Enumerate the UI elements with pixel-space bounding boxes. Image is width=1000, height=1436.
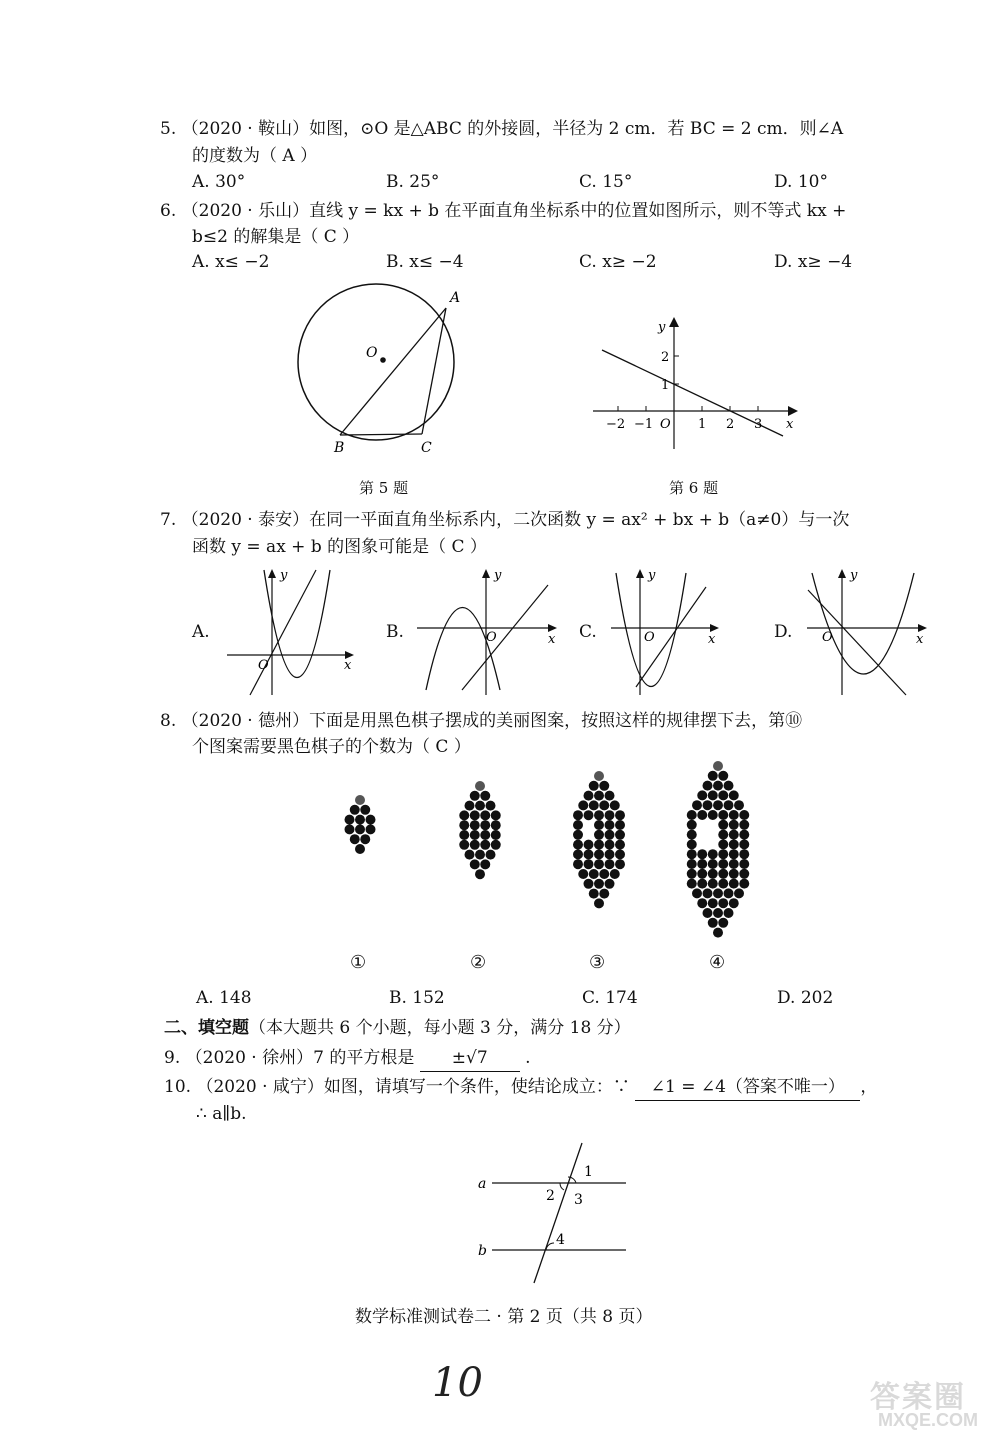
line-b-label: b	[478, 1243, 487, 1259]
q5-option-a: A. 30°	[192, 172, 246, 192]
bead	[589, 781, 599, 791]
q7a-x-label: x	[344, 658, 352, 673]
bead	[465, 801, 475, 811]
bead	[615, 820, 625, 830]
bead	[470, 820, 480, 830]
handwritten-page-number: 10	[432, 1360, 483, 1406]
bead	[610, 869, 620, 879]
pattern-label-2: ②	[470, 952, 487, 973]
bead	[692, 800, 702, 810]
q8-pattern-figures	[320, 752, 790, 952]
pattern-label-3: ③	[589, 952, 606, 973]
line-a-label: a	[478, 1176, 487, 1192]
bead	[599, 781, 609, 791]
bead	[475, 781, 485, 791]
q6-option-d: D. x≥ −4	[774, 252, 853, 272]
bead	[615, 859, 625, 869]
q7-line2: 函数 y = ax + b 的图象可能是（ C ）	[192, 537, 487, 557]
q7c-origin: O	[644, 630, 655, 645]
bead	[573, 820, 583, 830]
bead	[459, 810, 469, 820]
bead	[708, 790, 718, 800]
bead	[345, 815, 355, 825]
q6-option-c: C. x≥ −2	[579, 252, 657, 272]
angle-2-label: 2	[546, 1188, 555, 1204]
q9-suffix: .	[525, 1048, 531, 1068]
bead	[708, 849, 718, 859]
q7-option-d-label: D.	[774, 622, 793, 642]
q5-option-d: D. 10°	[774, 172, 828, 192]
bead	[708, 918, 718, 928]
bead	[687, 839, 697, 849]
q10-line2: ∴ a∥b.	[196, 1104, 247, 1124]
bead	[594, 859, 604, 869]
bead	[366, 824, 376, 834]
bead	[578, 800, 588, 810]
bead	[584, 879, 594, 889]
bead	[605, 859, 615, 869]
bead	[470, 810, 480, 820]
bead	[718, 898, 728, 908]
q10-answer: ∠1 = ∠4（答案不唯一）	[635, 1074, 860, 1101]
q7-option-a-label: A.	[192, 622, 210, 642]
q5-line1: 5. （2020 · 鞍山）如图，⊙O 是△ABC 的外接圆，半径为 2 cm．若 BC = 2 cm．则∠A	[160, 119, 844, 139]
bead	[703, 800, 713, 810]
bead	[729, 879, 739, 889]
bead	[724, 908, 734, 918]
bead	[355, 795, 365, 805]
bead	[605, 830, 615, 840]
bead	[355, 824, 365, 834]
bead	[594, 820, 604, 830]
axis-y-label: y	[658, 320, 666, 335]
bead	[708, 869, 718, 879]
bead	[366, 815, 376, 825]
q7-line1: 7. （2020 · 泰安）在同一平面直角坐标系内，二次函数 y = ax² + bx + b（a≠0）与一次	[160, 510, 850, 530]
bead	[491, 840, 501, 850]
bead	[734, 800, 744, 810]
q8-option-b: B. 152	[389, 988, 445, 1008]
bead	[739, 879, 749, 889]
bead	[729, 790, 739, 800]
bead	[713, 928, 723, 938]
bead	[594, 849, 604, 859]
bead	[697, 898, 707, 908]
tick-y-1: 1	[661, 378, 670, 393]
bead	[708, 898, 718, 908]
pattern-3	[573, 771, 625, 908]
figure-6-caption: 第 6 题	[669, 479, 719, 497]
bead	[584, 840, 594, 850]
q8-option-d: D. 202	[777, 988, 834, 1008]
bead	[470, 791, 480, 801]
bead	[480, 810, 490, 820]
bead	[739, 839, 749, 849]
tick-x-3: 3	[754, 417, 763, 432]
bead	[697, 849, 707, 859]
bead	[703, 781, 713, 791]
bead	[729, 869, 739, 879]
bead	[578, 869, 588, 879]
bead	[729, 898, 739, 908]
q7-graph-b	[412, 565, 562, 700]
bead	[724, 888, 734, 898]
bead	[573, 810, 583, 820]
bead	[605, 791, 615, 801]
pattern-label-1: ①	[350, 952, 367, 973]
q7d-origin: O	[822, 630, 833, 645]
bead	[589, 800, 599, 810]
bead	[615, 840, 625, 850]
bead	[739, 820, 749, 830]
bead	[573, 830, 583, 840]
bead	[470, 830, 480, 840]
pattern-label-4: ④	[709, 952, 726, 973]
tick-y-2: 2	[661, 350, 670, 365]
bead	[687, 859, 697, 869]
section-2-title: 二、填空题	[164, 1018, 249, 1038]
q5-option-b: B. 25°	[386, 172, 440, 192]
bead	[360, 834, 370, 844]
q6-line1: 6. （2020 · 乐山）直线 y = kx + b 在平面直角坐标系中的位置如图所示，则不等式 kx +	[160, 201, 847, 221]
bead	[697, 869, 707, 879]
q10-line1	[164, 1074, 877, 1101]
pattern-4	[687, 761, 750, 938]
bead	[594, 791, 604, 801]
q8-option-c: C. 174	[582, 988, 638, 1008]
bead	[610, 800, 620, 810]
bead	[703, 888, 713, 898]
bead	[718, 790, 728, 800]
bead	[718, 771, 728, 781]
bead	[739, 810, 749, 820]
q8-option-a: A. 148	[196, 988, 252, 1008]
bead	[713, 800, 723, 810]
bead	[739, 849, 749, 859]
q7a-origin: O	[258, 658, 269, 673]
bead	[594, 830, 604, 840]
q10-prompt: 10. （2020 · 咸宁）如图，请填写一个条件，使结论成立：∵	[164, 1077, 630, 1097]
bead	[615, 830, 625, 840]
bead	[480, 830, 490, 840]
section-2-note: （本大题共 6 个小题，每小题 3 分，满分 18 分）	[249, 1018, 631, 1038]
bead	[703, 908, 713, 918]
bead	[599, 800, 609, 810]
section-2-heading	[164, 1015, 631, 1041]
bead	[687, 879, 697, 889]
bead	[687, 820, 697, 830]
q5-option-c: C. 15°	[579, 172, 633, 192]
bead	[350, 834, 360, 844]
q5-line2: 的度数为（ A ）	[192, 146, 318, 166]
angle-4-label: 4	[556, 1232, 565, 1248]
bead	[708, 879, 718, 889]
bead	[605, 810, 615, 820]
bead	[584, 810, 594, 820]
bead	[599, 889, 609, 899]
pattern-2	[459, 781, 501, 879]
tick-x-neg1: −1	[634, 417, 654, 432]
q6-option-a: A. x≤ −2	[192, 252, 270, 272]
bead	[718, 859, 728, 869]
bead	[708, 859, 718, 869]
q7d-x-label: x	[916, 632, 924, 647]
bead	[687, 869, 697, 879]
bead	[708, 771, 718, 781]
bead	[480, 820, 490, 830]
bead	[594, 898, 604, 908]
q6-option-b: B. x≤ −4	[386, 252, 464, 272]
bead	[605, 879, 615, 889]
bead	[573, 840, 583, 850]
q7-option-b-label: B.	[386, 622, 404, 642]
bead	[594, 771, 604, 781]
bead	[739, 830, 749, 840]
bead	[718, 820, 728, 830]
q7-option-c-label: C.	[579, 622, 597, 642]
bead	[486, 850, 496, 860]
bead	[713, 888, 723, 898]
q10-parallel-lines-figure	[470, 1138, 640, 1288]
bead	[475, 869, 485, 879]
bead	[584, 849, 594, 859]
bead	[465, 850, 475, 860]
bead	[470, 840, 480, 850]
bead	[697, 879, 707, 889]
q7d-y-label: y	[850, 568, 858, 583]
bead	[697, 859, 707, 869]
bead	[692, 888, 702, 898]
bead	[713, 761, 723, 771]
bead	[459, 840, 469, 850]
figure-5-caption: 第 5 题	[359, 479, 409, 497]
bead	[350, 805, 360, 815]
bead	[459, 830, 469, 840]
q7a-y-label: y	[280, 568, 288, 583]
bead	[615, 810, 625, 820]
q9-answer: ±√7	[420, 1045, 520, 1072]
bead	[687, 830, 697, 840]
bead	[605, 840, 615, 850]
q9-prompt: 9. （2020 · 徐州）7 的平方根是	[164, 1048, 415, 1068]
bead	[491, 830, 501, 840]
bead	[594, 879, 604, 889]
q10-suffix: ，	[860, 1077, 878, 1097]
q7c-x-label: x	[708, 632, 716, 647]
bead	[355, 815, 365, 825]
bead	[718, 830, 728, 840]
bead	[470, 859, 480, 869]
bead	[724, 800, 734, 810]
bead	[486, 801, 496, 811]
tick-x-1: 1	[698, 417, 707, 432]
bead	[480, 859, 490, 869]
origin-label: O	[660, 417, 671, 432]
pattern-1	[345, 795, 376, 854]
bead	[360, 805, 370, 815]
bead	[475, 850, 485, 860]
angle-1-label: 1	[584, 1164, 593, 1180]
q7-graph-a	[222, 565, 362, 700]
bead	[605, 820, 615, 830]
bead	[355, 844, 365, 854]
axis-x-label: x	[786, 417, 794, 432]
bead	[480, 840, 490, 850]
bead	[708, 810, 718, 820]
bead	[729, 810, 739, 820]
bead	[594, 810, 604, 820]
q6-line2: b≤2 的解集是（ C ）	[192, 227, 360, 247]
bead	[599, 869, 609, 879]
q7-graph-c	[606, 565, 726, 700]
bead	[718, 810, 728, 820]
bead	[718, 879, 728, 889]
bead	[459, 820, 469, 830]
bead	[475, 801, 485, 811]
label-b: B	[334, 440, 345, 456]
page-footer: 数学标准测试卷二 · 第 2 页（共 8 页）	[355, 1307, 653, 1327]
bead	[734, 888, 744, 898]
bead	[697, 790, 707, 800]
bead	[589, 889, 599, 899]
watermark-url: MXQE.COM	[878, 1410, 979, 1430]
bead	[584, 791, 594, 801]
q7b-origin: O	[486, 630, 497, 645]
tick-x-2: 2	[726, 417, 735, 432]
bead	[729, 820, 739, 830]
q9	[164, 1045, 531, 1072]
watermark-logo: 答案圈	[870, 1381, 966, 1414]
bead	[687, 810, 697, 820]
bead	[615, 849, 625, 859]
bead	[739, 859, 749, 869]
bead	[718, 918, 728, 928]
bead	[584, 859, 594, 869]
figure-6-graph	[588, 314, 803, 454]
q7-graph-d	[802, 565, 932, 700]
bead	[718, 839, 728, 849]
bead	[724, 781, 734, 791]
bead	[573, 859, 583, 869]
label-c: C	[421, 440, 432, 456]
bead	[729, 839, 739, 849]
bead	[713, 908, 723, 918]
bead	[739, 869, 749, 879]
label-o: O	[366, 345, 378, 361]
tick-x-neg2: −2	[606, 417, 626, 432]
bead	[605, 849, 615, 859]
bead	[729, 859, 739, 869]
bead	[718, 869, 728, 879]
bead	[589, 869, 599, 879]
label-a: A	[450, 290, 461, 306]
bead	[594, 840, 604, 850]
q7b-y-label: y	[494, 568, 502, 583]
q7c-y-label: y	[648, 568, 656, 583]
bead	[491, 810, 501, 820]
figure-5-circle	[290, 282, 480, 462]
bead	[697, 810, 707, 820]
angle-3-label: 3	[574, 1192, 583, 1208]
bead	[345, 824, 355, 834]
bead	[573, 849, 583, 859]
q8-line1: 8. （2020 · 德州）下面是用黑色棋子摆成的美丽图案，按照这样的规律摆下去，第⑩	[160, 711, 803, 731]
bead	[713, 781, 723, 791]
bead	[480, 791, 490, 801]
bead	[729, 830, 739, 840]
bead	[729, 849, 739, 859]
bead	[491, 820, 501, 830]
bead	[718, 849, 728, 859]
q8-line2: 个图案需要黑色棋子的个数为（ C ）	[192, 737, 471, 757]
q7b-x-label: x	[548, 632, 556, 647]
bead	[687, 849, 697, 859]
